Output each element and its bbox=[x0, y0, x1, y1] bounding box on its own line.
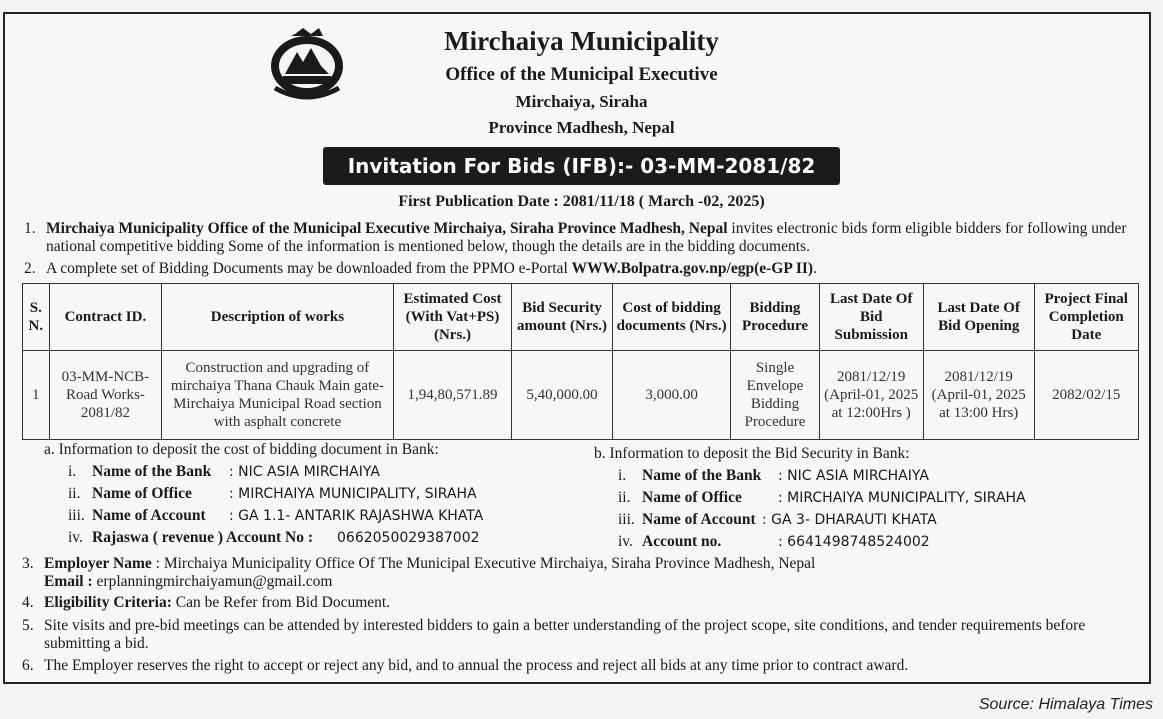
bank-a-row: i. Name of the Bank : NIC ASIA MIRCHAIYA bbox=[68, 463, 380, 480]
col-header: Bid Security amount (Nrs.) bbox=[512, 284, 612, 351]
item-4: 4. Eligibility Criteria: Can be Refer from Bid Document. bbox=[22, 594, 391, 611]
cell-estimated-cost: 1,94,80,571.89 bbox=[393, 351, 512, 440]
table-header-row bbox=[23, 284, 1139, 351]
cell-contract-id: 03-MM-NCB-Road Works-2081/82 bbox=[49, 351, 162, 440]
cell-sn: 1 bbox=[23, 351, 50, 440]
col-header: Last Date Of Bid Opening bbox=[923, 284, 1034, 351]
col-header: Contract ID. bbox=[49, 284, 162, 351]
cell-submission-date: 2081/12/19 (April-01, 2025 at 12:00Hrs ) bbox=[819, 351, 923, 440]
bank-info-a bbox=[44, 439, 584, 549]
publication-date: First Publication Date : 2081/11/18 ( March -02, 2025) bbox=[398, 193, 765, 210]
col-header: Description of works bbox=[162, 284, 393, 351]
item-5: 5. Site visits and pre-bid meetings can be attended by interested bidders to gain a better understanding of the project scope, site conditions, and tender requirements before submitting a bid. bbox=[22, 617, 1086, 652]
office-name: Office of the Municipal Executive bbox=[445, 64, 718, 85]
col-header: S. N. bbox=[23, 284, 50, 351]
bank-b-row: iv. Account no. : 6641498748524002 bbox=[618, 533, 930, 550]
bank-info-b bbox=[594, 443, 1144, 553]
ifb-title: Invitation For Bids (IFB):- 03-MM-2081/82 bbox=[323, 147, 840, 185]
bank-a-row: ii. Name of Office : MIRCHAIYA MUNICIPALITY, SIRAHA bbox=[68, 485, 477, 502]
source-credit: Source: Himalaya Times bbox=[978, 696, 1153, 713]
org-name: Mirchaiya Municipality bbox=[444, 26, 719, 56]
email-value: erplanningmirchaiyamun@gmail.com bbox=[92, 573, 333, 590]
bank-a-title: a. Information to deposit the cost of bidding document in Bank: bbox=[44, 441, 439, 458]
item-1: 1. Mirchaiya Municipality Office of the Municipal Executive Mirchaiya, Siraha Province Madhesh, Nepal invites electronic bids form eligible bidders for following under national competitive bidding Some of the information is mentioned below, though the details are in the bidding documents. bbox=[24, 220, 1127, 255]
col-header: Estimated Cost (With Vat+PS) (Nrs.) bbox=[393, 284, 512, 351]
bank-b-row: i. Name of the Bank : NIC ASIA MIRCHAIYA bbox=[618, 467, 929, 484]
col-header: Last Date Of Bid Submission bbox=[819, 284, 923, 351]
col-header: Project Final Completion Date bbox=[1034, 284, 1139, 351]
bank-b-title: b. Information to deposit the Bid Security in Bank: bbox=[594, 445, 910, 462]
col-header: Cost of bidding documents (Nrs.) bbox=[612, 284, 731, 351]
cell-opening-date: 2081/12/19 (April-01, 2025 at 13:00 Hrs) bbox=[923, 351, 1034, 440]
bids-table bbox=[22, 283, 1139, 440]
bank-b-row: iii. Name of Account : GA 3- DHARAUTI KHATA bbox=[618, 511, 937, 528]
bank-a-row: iv. Rajaswa ( revenue ) Account No : 0662050029387002 bbox=[68, 529, 480, 546]
cell-doc-cost: 3,000.00 bbox=[612, 351, 731, 440]
bank-b-row: ii. Name of Office : MIRCHAIYA MUNICIPALITY, SIRAHA bbox=[618, 489, 1026, 506]
item-2: 2. A complete set of Bidding Documents may be downloaded from the PPMO e-Portal WWW.Bolpatra.gov.np/egp(e-GP II). bbox=[24, 260, 817, 277]
col-header: Bidding Procedure bbox=[731, 284, 819, 351]
cell-bid-security: 5,40,000.00 bbox=[512, 351, 612, 440]
table-row bbox=[23, 351, 1139, 440]
location: Mirchaiya, Siraha bbox=[515, 92, 648, 111]
cell-procedure: Single Envelope Bidding Procedure bbox=[731, 351, 819, 440]
bank-a-row: iii. Name of Account : GA 1.1- ANTARIK RAJASHWA KHATA bbox=[68, 507, 484, 524]
email-label: Email : bbox=[44, 573, 93, 590]
province: Province Madhesh, Nepal bbox=[488, 118, 675, 137]
cell-completion-date: 2082/02/15 bbox=[1034, 351, 1139, 440]
cell-description: Construction and upgrading of mirchaiya Thana Chauk Main gate-Mirchaiya Municipal Road section with asphalt concrete bbox=[162, 351, 393, 440]
item-3: 3. Employer Name : Mirchaiya Municipality Office Of The Municipal Executive Mirchaiya, Siraha Province Madhesh, Nepal Email : erplanningmirchaiyamun@gmail.com bbox=[22, 555, 816, 590]
item-6: 6. The Employer reserves the right to accept or reject any bid, and to annual the process and reject all bids at any time prior to contract award. bbox=[22, 657, 909, 674]
